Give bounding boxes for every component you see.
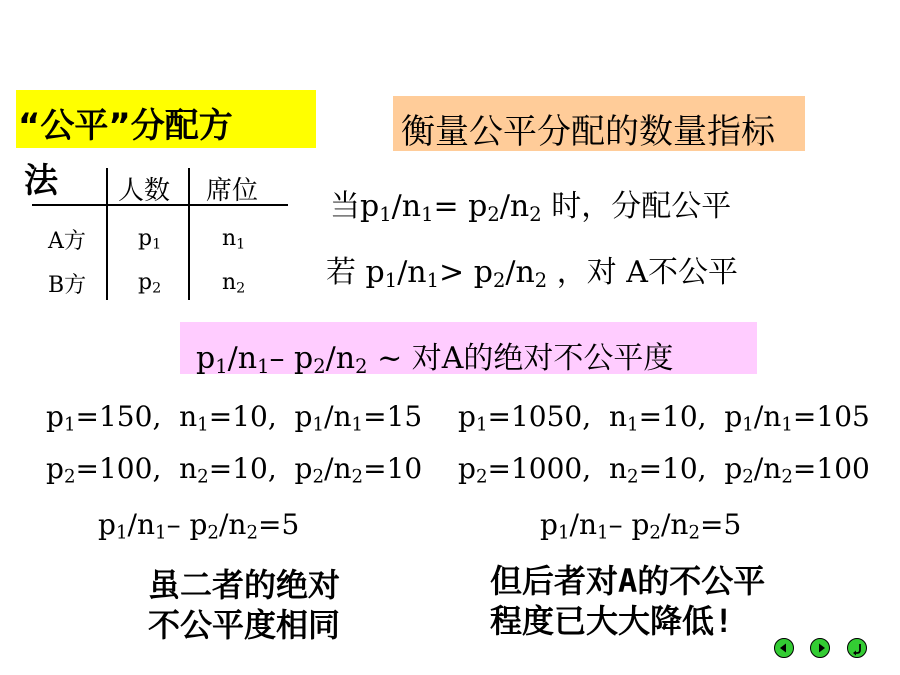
example-right-line1: $p_1=1050$, $n_1=10$, $p_1/n_1=105$ (458, 400, 870, 436)
rule-fair: 当$p_1/n_1= p_2/n_2$ 时，分配公平 (330, 189, 732, 226)
example-right-diff: $p_1/n_1-$ $p_2/n_2=5$ (540, 508, 742, 544)
example-left-line1: $p_1=150$, $n_1=10$, $p_1/n_1=15$ (46, 400, 423, 436)
table-header-people: 人数 (118, 176, 171, 206)
return-button[interactable] (847, 638, 867, 658)
example-right-line2: $p_2=1000$, $n_2=10$, $p_2/n_2=100$ (458, 452, 870, 488)
triangle-left-icon (775, 639, 795, 659)
example-right-note-line1: 但后者对A的不公平 (490, 562, 766, 600)
metric-heading: 衡量公平分配的数量指标 (401, 112, 775, 152)
table-divider-v1 (106, 168, 108, 300)
table-header-seats: 席位 (206, 176, 259, 206)
table-cell-p1: $p_1$ (138, 226, 162, 253)
slide-title-continued: 法 (24, 161, 58, 201)
triangle-right-icon (811, 639, 831, 659)
next-slide-button[interactable] (810, 638, 830, 658)
table-cell-n2: $n_2$ (222, 270, 246, 297)
table-cell-p2: $p_2$ (138, 270, 162, 297)
example-right-note-line2: 程度已大大降低! (490, 602, 734, 640)
table-divider-v2 (188, 168, 190, 300)
slide-title: “公平”分配方 (18, 106, 233, 146)
example-left-note-line1: 虽二者的绝对 (148, 566, 341, 604)
example-left-note-line2: 不公平度相同 (148, 606, 341, 644)
table-row-label-b: B方 (48, 273, 87, 298)
prev-slide-button[interactable] (774, 638, 794, 658)
example-left-diff: $p_1/n_1-$ $p_2/n_2=5$ (98, 508, 300, 544)
rule-unfair: 若 $p_1/n_1> p_2/n_2$ ，对 A不公平 (326, 255, 738, 292)
return-arrow-icon (848, 639, 868, 659)
table-row-label-a: A方 (48, 229, 86, 254)
example-left-line2: $p_2=100$, $n_2=10$, $p_2/n_2=10$ (46, 452, 423, 488)
table-cell-n1: $n_1$ (222, 226, 246, 253)
absolute-measure-formula: $p_1/n_1-$ $p_2/n_2$ ~ 对A的绝对不公平度 (196, 341, 674, 378)
